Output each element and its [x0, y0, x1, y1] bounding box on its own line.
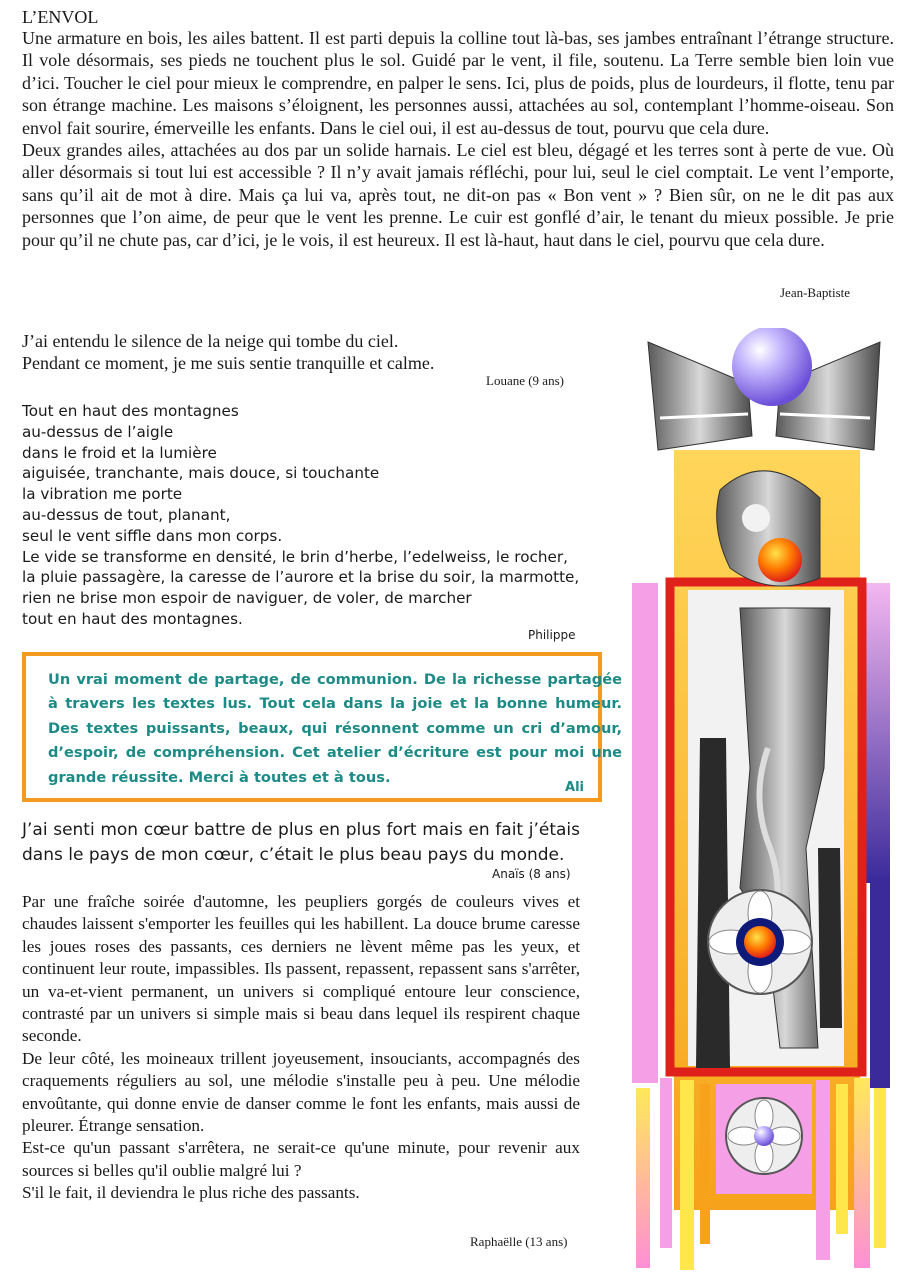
- poem-line: dans le froid et la lumière: [22, 443, 217, 462]
- signature-louane: Louane (9 ans): [486, 373, 564, 388]
- bottom-bar: [836, 1084, 848, 1234]
- raphaelle-text: [22, 891, 580, 1205]
- signature-philippe: Philippe: [528, 628, 576, 642]
- bottom-bar: [854, 1078, 870, 1268]
- violet-sphere: [732, 328, 812, 406]
- louane-poem: [22, 330, 434, 374]
- poem-line: Tout en haut des montagnes: [22, 402, 239, 420]
- bottom-violet-sphere: [754, 1126, 774, 1146]
- envol-text: [22, 27, 894, 251]
- raphaelle-paragraph-4: S'il le fait, il deviendra le plus riche des passants.: [22, 1183, 360, 1203]
- envol-paragraph-1: Une armature en bois, les ailes battent. Il est parti depuis la colline tout là-bas, ses jambes entraînant l’étrange structure. Il vole désormais, ses pieds ne touchent plus le sol. Guidé par le vent, il file, soutenu. La Terre semble bien loin vue d’ici. Toucher le ciel pour mieux le comprendre, en palper le sens. Ici, plus de poids, plus de lourdeurs, il flotte, tenu par son étrange machine. Les maisons s’éloignent, les personnes aussi, attachées au sol, contemplant l’homme-oiseau. Son envol fait sourire, émerveille les enfants. Dans le ciel oui, il est au-dessus de tout, pourvu que cela dure.: [22, 28, 894, 138]
- bottom-bar: [636, 1088, 650, 1268]
- envol-paragraph-2: Deux grandes ailes, attachées au dos par un solide harnais. Le ciel est bleu, dégagé et les terres sont à perte de vue. Où aller désormais si tout lui est accessible ? Il n’y avait jamais réfléchi, pour lui, seul le ciel comptait. Le vent l’emporte, sans qu’il ait de mot à dire. Mais ça lui va, après tout, ne dit-on pas « Bon vent » ? Bien sûr, on ne le dit pas aux personnes que l’on aime, de peur que le vent les prenne. Le cuir est gonflé d’air, le tenant du mieux possible. Je prie pour qu’il ne chute pas, car d’ici, je le vois, il est heureux. Il est là-haut, haut dans le ciel, pourvu que cela dure.: [22, 140, 894, 250]
- orange-center: [744, 926, 776, 958]
- poem-line: tout en haut des montagnes.: [22, 609, 243, 628]
- bottom-bar: [680, 1080, 694, 1270]
- poem-line: la pluie passagère, la caresse de l’aurore et la brise du soir, la marmotte,: [22, 568, 580, 587]
- envol-title: L’ENVOL: [22, 7, 99, 27]
- anais-text: J’ai senti mon cœur battre de plus en plus fort mais en fait j’étais dans le pays de mon cœur, c’était le plus beau pays du monde.: [22, 820, 580, 865]
- signature-jean-baptiste: Jean-Baptiste: [780, 285, 851, 300]
- ali-testimonial-text: Un vrai moment de partage, de communion. De la richesse partagée à travers les textes lus. Tout cela dans la joie et la bonne humeur. Des textes puissants, beaux, qui résonnent comme un cri d’amour, d’espoir, de compréhension. Cet atelier d’écriture est pour moi une grande réussite. Merci à toutes et à tous.: [48, 671, 622, 786]
- signature-ali: Ali: [565, 780, 584, 795]
- bottom-bar: [660, 1078, 672, 1248]
- poem-line: Le vide se transforme en densité, le brin d’herbe, l’edelweiss, le rocher,: [22, 547, 568, 566]
- signature-anais: Anaïs (8 ans): [492, 867, 571, 881]
- decorative-artwork: [630, 328, 894, 1272]
- raphaelle-paragraph-2: De leur côté, les moineaux trillent joyeusement, insouciants, accompagnés des craquements réguliers au sol, une mélodie s'installe peu à peu. Une mélodie envoûtante, qui donne envie de danser comme le font les enfants, mais aussi de pleurer. Étrange sensation.: [22, 1048, 580, 1136]
- indigo-band-right: [870, 878, 890, 1088]
- louane-line-2: Pendant ce moment, je me suis sentie tranquille et calme.: [22, 353, 435, 373]
- poem-line: la vibration me porte: [22, 485, 183, 504]
- signature-raphaelle: Raphaëlle (13 ans): [470, 1234, 568, 1249]
- louane-line-1: J’ai entendu le silence de la neige qui tombe du ciel.: [22, 331, 399, 351]
- ali-testimonial-box: [22, 652, 622, 802]
- raphaelle-paragraph-3: Est-ce qu'un passant s'arrêtera, ne serait-ce qu'une minute, pour revenir aux sources si belles qu'il oublie malgré lui ?: [22, 1138, 580, 1180]
- poem-line: seul le vent siffle dans mon corps.: [22, 526, 283, 545]
- pink-band-left: [632, 583, 658, 1083]
- raphaelle-paragraph-1: Par une fraîche soirée d'automne, les peupliers gorgés de couleurs vives et chaudes laissent s'emporter les feuilles qui les habillent. La douce brume caresse les joues roses des passants, ces derniers ne lèvent même pas les yeux, et continuent leur route, impassibles. Ils passent, repassent, repassent sans s'arrêter, un va-et-vient permanent, un univers si compliqué entoure leur conscience, contrasté par un univers si simple mais si beau dans lequel ils respirent chaque seconde.: [22, 892, 580, 1046]
- bottom-bar: [874, 1088, 886, 1248]
- poem-line: rien ne brise mon espoir de naviguer, de voler, de marcher: [22, 589, 472, 608]
- philippe-poem: [22, 401, 579, 630]
- poem-line: au-dessus de tout, planant,: [22, 505, 231, 524]
- bottom-bar: [816, 1080, 830, 1260]
- poem-line: au-dessus de l’aigle: [22, 422, 174, 441]
- poem-line: aiguisée, tranchante, mais douce, si touchante: [22, 464, 380, 483]
- orange-sphere: [758, 538, 802, 582]
- bottom-bar: [700, 1084, 710, 1244]
